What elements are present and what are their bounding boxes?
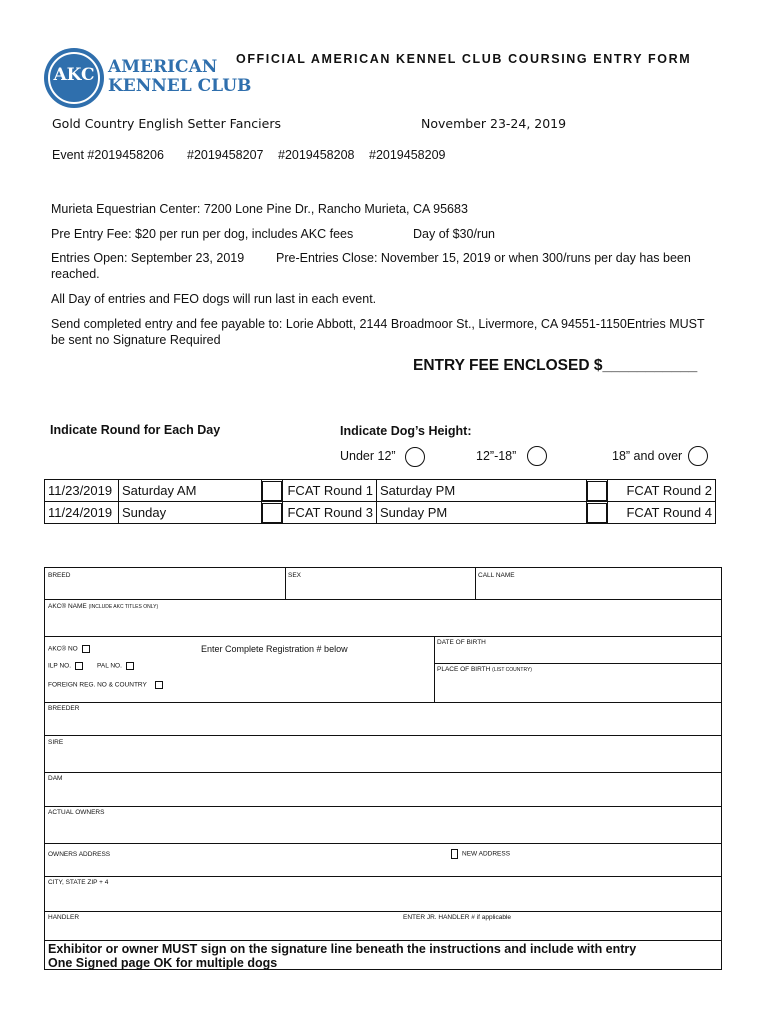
event-number-4: #2019458209 xyxy=(369,148,446,162)
akc-name-label-group xyxy=(48,603,158,610)
akc-name-note: (INCLUDE AKC TITLES ONLY) xyxy=(88,604,159,610)
round-checkbox-cell xyxy=(262,502,283,524)
round-3-checkbox[interactable] xyxy=(262,503,282,523)
actual-owners-label: ACTUAL OWNERS xyxy=(48,809,105,816)
owners-address-label: OWNERS ADDRESS xyxy=(48,851,111,858)
logo-seal-text: AKC xyxy=(53,65,95,85)
round-row-saturday xyxy=(45,480,716,502)
pre-entry-fee: Pre Entry Fee: $20 per run per dog, includes AKC fees xyxy=(51,227,354,241)
height-18-over-radio[interactable] xyxy=(688,446,708,466)
round-checkbox-cell xyxy=(587,502,608,524)
new-address-group xyxy=(451,849,510,859)
breed-label: BREED xyxy=(48,572,71,579)
akc-no-checkbox[interactable] xyxy=(82,645,90,653)
entries-open: Entries Open: September 23, 2019 xyxy=(51,251,245,265)
date-of-birth-label: DATE OF BIRTH xyxy=(437,639,486,646)
exhibitor-instructions-line1: Exhibitor or owner MUST sign on the signature line beneath the instructions and include with entry xyxy=(48,942,637,956)
round-label: FCAT Round 3 xyxy=(283,502,377,524)
foreign-reg-label: FOREIGN REG. NO & COUNTRY xyxy=(48,681,147,689)
exhibitor-instructions-line2: One Signed page OK for multiple dogs xyxy=(48,956,278,970)
day-of-fee: Day of $30/run xyxy=(413,227,495,241)
height-under-12-radio[interactable] xyxy=(405,447,425,467)
event-number-3: #2019458208 xyxy=(278,148,355,162)
round-checkbox-cell xyxy=(587,480,608,502)
call-name-label: CALL NAME xyxy=(478,572,515,579)
round-checkbox-cell xyxy=(262,480,283,502)
round-date: 11/23/2019 xyxy=(45,480,119,502)
akc-logo-seal xyxy=(44,48,104,108)
round-1-checkbox[interactable] xyxy=(262,481,282,501)
pal-no-group xyxy=(97,662,134,670)
round-day: Saturday AM xyxy=(119,480,262,502)
round-day: Sunday xyxy=(119,502,262,524)
handler-label: HANDLER xyxy=(48,914,80,921)
ilp-no-checkbox[interactable] xyxy=(75,662,83,670)
send-instructions-line1: Send completed entry and fee payable to: Lorie Abbott, 2144 Broadmoor St., Livermore, CA 94551-1150Entries MUST xyxy=(51,317,705,331)
event-number-2: #2019458207 xyxy=(187,148,264,162)
akc-logo-brand xyxy=(108,58,251,96)
logo-brand-line2: KENNEL CLUB xyxy=(108,76,252,96)
jr-handler-label: ENTER JR. HANDLER # if applicable xyxy=(403,914,512,921)
pal-no-label: PAL NO. xyxy=(97,662,122,670)
dam-label: DAM xyxy=(48,775,63,782)
sex-label: SEX xyxy=(288,572,302,579)
all-day-note: All Day of entries and FEO dogs will run last in each event. xyxy=(51,292,377,306)
form-title: OFFICIAL AMERICAN KENNEL CLUB COURSING ENTRY FORM xyxy=(236,52,692,66)
pre-entries-close-cont: reached. xyxy=(51,267,100,281)
place-of-birth-label: PLACE OF BIRTH xyxy=(437,666,491,673)
event-number-1: Event #2019458206 xyxy=(52,148,164,162)
round-pm-day: Saturday PM xyxy=(377,480,587,502)
round-4-checkbox[interactable] xyxy=(587,503,607,523)
round-date: 11/24/2019 xyxy=(45,502,119,524)
akc-no-group xyxy=(48,645,90,653)
akc-no-label: AKC® NO xyxy=(48,645,78,653)
exhibitor-instructions xyxy=(48,942,636,970)
height-12-18-label: 12”-18” xyxy=(476,449,517,463)
foreign-reg-group xyxy=(48,681,163,689)
height-12-18-radio[interactable] xyxy=(527,446,547,466)
pre-entries-close: Pre-Entries Close: November 15, 2019 or when 300/runs per day has been xyxy=(276,251,691,265)
round-label: FCAT Round 4 xyxy=(608,502,716,524)
event-dates: November 23-24, 2019 xyxy=(421,116,567,131)
ilp-no-label: ILP NO. xyxy=(48,662,72,670)
sire-label: SIRE xyxy=(48,739,64,746)
round-pm-day: Sunday PM xyxy=(377,502,587,524)
pal-no-checkbox[interactable] xyxy=(126,662,134,670)
place-of-birth-note: (LIST COUNTRY) xyxy=(492,667,532,673)
ilp-no-group xyxy=(48,662,83,670)
round-label: FCAT Round 1 xyxy=(283,480,377,502)
round-label: FCAT Round 2 xyxy=(608,480,716,502)
place-of-birth-group xyxy=(437,666,532,673)
new-address-checkbox[interactable] xyxy=(451,849,458,859)
round-row-sunday xyxy=(45,502,716,524)
round-2-checkbox[interactable] xyxy=(587,481,607,501)
city-state-label: CITY, STATE ZIP + 4 xyxy=(48,879,109,886)
location: Murieta Equestrian Center: 7200 Lone Pine Dr., Rancho Murieta, CA 95683 xyxy=(51,202,468,216)
entry-fee-enclosed[interactable]: ENTRY FEE ENCLOSED $___________ xyxy=(413,357,698,374)
akc-name-label: AKC® NAME xyxy=(48,603,87,610)
height-under-12-label: Under 12” xyxy=(340,449,396,463)
club-name: Gold Country English Setter Fanciers xyxy=(52,116,281,131)
height-heading: Indicate Dog’s Height: xyxy=(340,424,472,438)
enter-registration-note: Enter Complete Registration # below xyxy=(201,644,348,654)
rounds-heading: Indicate Round for Each Day xyxy=(50,423,221,437)
height-18-over-label: 18” and over xyxy=(612,449,683,463)
logo-brand-line1: AMERICAN xyxy=(108,57,218,77)
rounds-table xyxy=(44,479,716,524)
foreign-reg-checkbox[interactable] xyxy=(155,681,163,689)
new-address-label: NEW ADDRESS xyxy=(462,850,511,858)
breeder-label: BREEDER xyxy=(48,705,80,712)
entry-form xyxy=(44,567,722,970)
send-instructions-line2: be sent no Signature Required xyxy=(51,333,221,347)
